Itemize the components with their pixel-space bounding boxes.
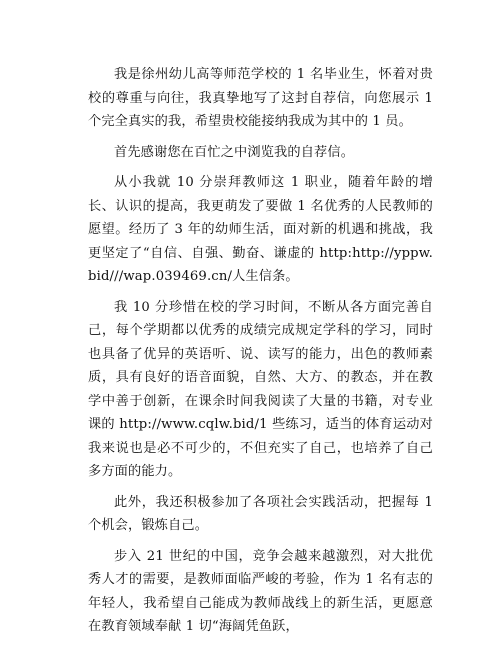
document-body <box>88 63 433 646</box>
paragraph-intro: 我是徐州幼儿高等师范学校的 1 名毕业生，怀着对贵校的尊重与向往，我真挚地写了这封自荐信，向您展示 1 个完全真实的我，希望贵校能接纳我成为其中的 1 员。 <box>88 67 433 129</box>
paragraph-practice: 此外，我还积极参加了各项社会实践活动，把握每 1 个机会，锻炼自己。 <box>88 494 433 533</box>
paragraph-aspiration: 从小我就 10 分崇拜教师这 1 职业，随着年龄的增长、认识的提高，我更萌发了要做 1 名优秀的人民教师的愿望。经历了 3 年的幼师生活，面对新的机遇和挑战，我更坚定了“自信、自强、勤奋、谦虚的 http:http://yppw.bid///wap.039469.cn/人生信条。 <box>88 175 433 284</box>
paragraph-study: 我 10 分珍惜在校的学习时间，不断从各方面完善自己，每个学期都以优秀的成绩完成规定学科的学习，同时也具备了优异的英语听、说、读写的能力，出色的教师素质，具有良好的语音面貌，自然、大方、的教态，并在教学中善于创新，在课余时间我阅读了大量的书籍，对专业课的 http://www.cqlw.bid/1 些练习，适当的体育运动对我来说也是必不可少的，不但充实了自己，也培养了自己多方面的能力。 <box>88 299 433 479</box>
paragraph-thanks: 首先感谢您在百忙之中浏览我的自荐信。 <box>114 144 355 160</box>
paragraph-future: 步入 21 世纪的中国，竞争会越来越激烈，对大批优秀人才的需要，是教师面临严峻的考验，作为 1 名有志的年轻人，我希望自己能成为教师战线上的新生活，更愿意在教育领域奉献 1 切“海阔凭鱼跃， <box>88 548 433 634</box>
